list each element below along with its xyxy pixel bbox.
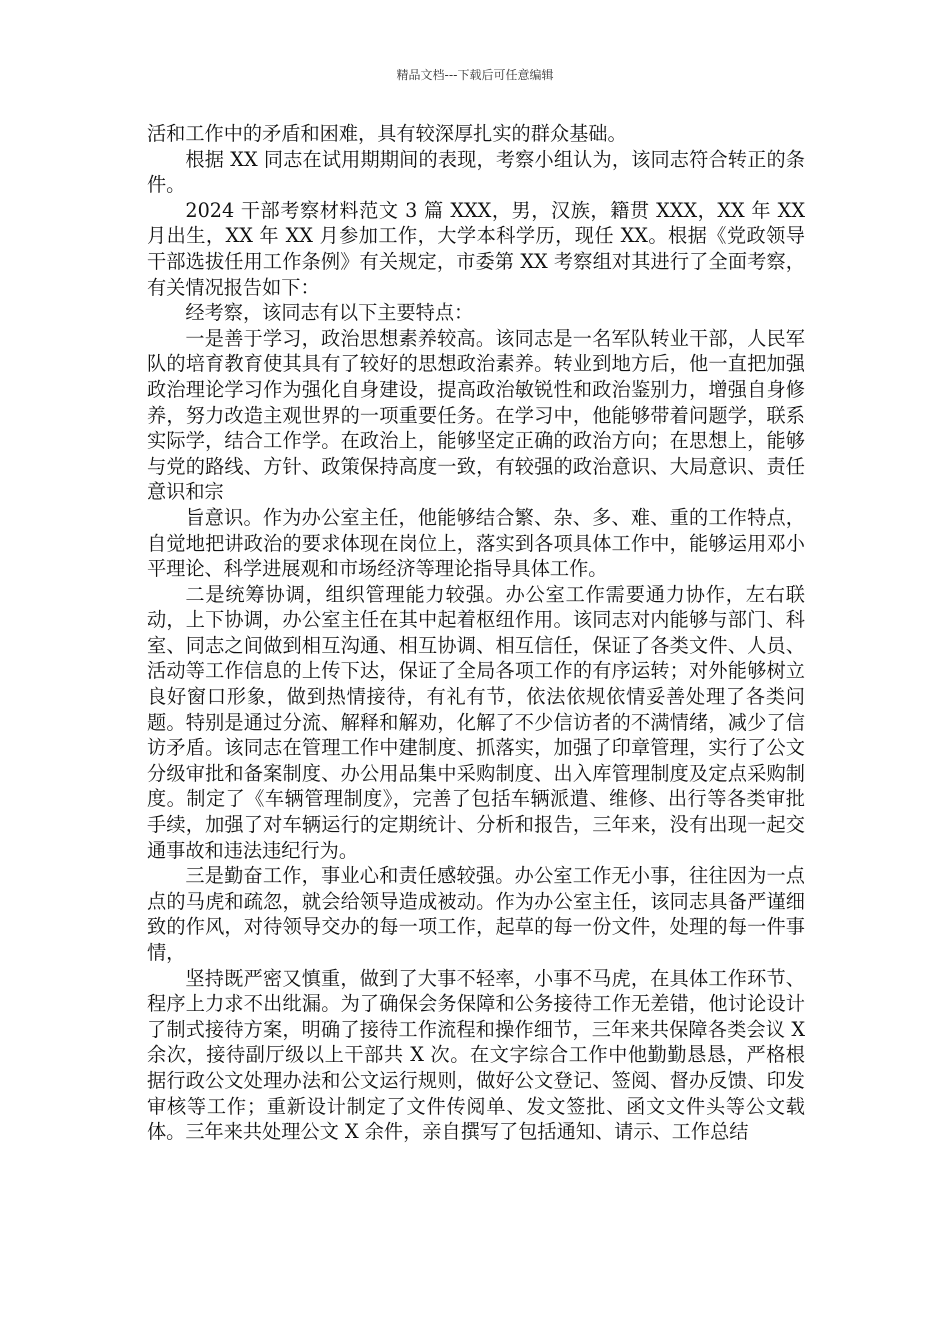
paragraph: 三是勤奋工作，事业心和责任感较强。办公室工作无小事，往往因为一点点的马虎和疏忽，就会给领导造成被动。作为办公室主任，该同志具备严谨细致的作风，对待领导交办的每一项工作，起草的每一份文件，处理的每一件事情， [147, 864, 805, 964]
paragraph: 一是善于学习，政治思想素养较高。该同志是一名军队转业干部，人民军队的培育教育使其具有了较好的思想政治素养。转业到地方后，他一直把加强政治理论学习作为强化自身建设，提高政治敏锐性和政治鉴别力，增强自身修养，努力改造主观世界的一项重要任务。在学习中，他能够带着问题学，联系实际学，结合工作学。在政治上，能够坚定正确的政治方向；在思想上，能够与党的路线、方针、政策保持高度一致，有较强的政治意识、大局意识、责任意识和宗 [147, 326, 805, 504]
paragraph: 旨意识。作为办公室主任，他能够结合繁、杂、多、难、重的工作特点，自觉地把讲政治的要求体现在岗位上，落实到各项具体工作中，能够运用邓小平理论、科学进展观和市场经济等理论指导具体工作。 [147, 505, 805, 581]
page-header: 精品文档---下载后可任意编辑 [396, 68, 554, 82]
paragraph: 根据 XX 同志在试用期期间的表现，考察小组认为，该同志符合转正的条件。 [147, 147, 805, 197]
paragraph: 2024 干部考察材料范文 3 篇 XXX，男，汉族，籍贯 XXX，XX 年 XX 月出生，XX 年 XX 月参加工作，大学本科学历，现任 XX。根据《党政领导干部选拔任用工作条例》有关规定，市委第 XX 考察组对其进行了全面考察，有关情况报告如下： [147, 198, 805, 299]
paragraph: 二是统筹协调，组织管理能力较强。办公室工作需要通力协作，左右联动，上下协调，办公室主任在其中起着枢纽作用。该同志对内能够与部门、科室、同志之间做到相互沟通、相互协调、相互信任，保证了各类文件、人员、活动等工作信息的上传下达，保证了全局各项工作的有序运转；对外能够树立良好窗口形象，做到热情接待，有礼有节，依法依规依情妥善处理了各类问题。特别是通过分流、解释和解劝，化解了不少信访者的不满情绪，减少了信访矛盾。该同志在管理工作中建制度、抓落实，加强了印章管理，实行了公文分级审批和备案制度、办公用品集中采购制度、出入库管理制度及定点采购制度。制定了《车辆管理制度》，完善了包括车辆派遣、维修、出行等各类审批手续，加强了对车辆运行的定期统计、分析和报告，三年来，没有出现一起交通事故和违法违纪行为。 [147, 582, 805, 862]
paragraph: 活和工作中的矛盾和困难，具有较深厚扎实的群众基础。 [147, 122, 627, 145]
paragraph: 坚持既严密又慎重，做到了大事不轻率，小事不马虎，在具体工作环节、程序上力求不出纰漏。为了确保会务保障和公务接待工作无差错，他讨论设计了制式接待方案，明确了接待工作流程和操作细节，三年来共保障各类会议 X 余次，接待副厅级以上干部共 X 次。在文字综合工作中他勤勤恳恳，严格根据行政公文处理办法和公文运行规则，做好公文登记、签阅、督办反馈、印发审核等工作；重新设计制定了文件传阅单、发文签批、函文文件头等公文载体。三年来共处理公文 X 余件，亲自撰写了包括通知、请示、工作总结 [147, 966, 805, 1144]
paragraph: 经考察，该同志有以下主要特点： [185, 301, 474, 325]
document-body [147, 121, 805, 1145]
